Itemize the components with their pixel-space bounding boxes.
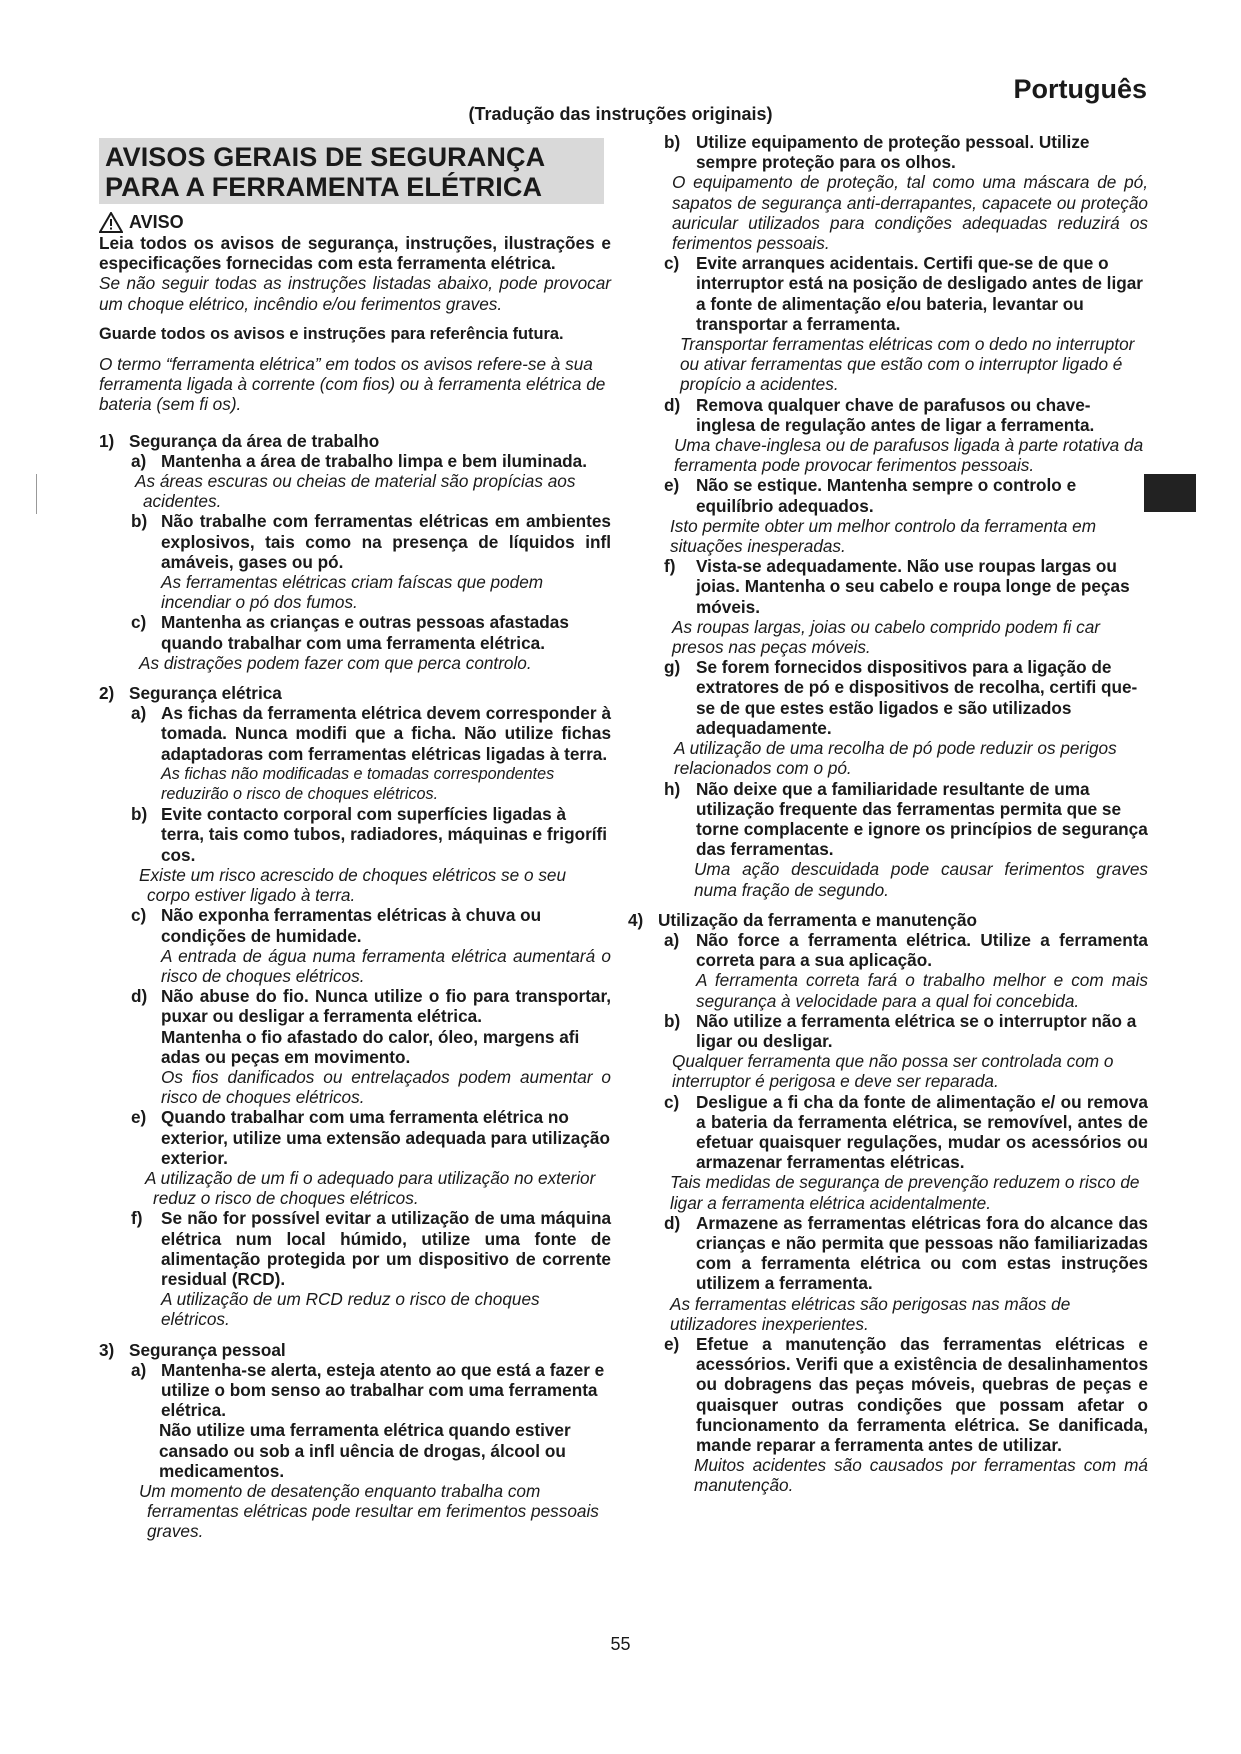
item-note: Transportar ferramentas elétricas com o dedo no interruptor ou ativar ferramentas que estão com o interruptor ligado é propício a acidentes.	[680, 334, 1135, 395]
keep-instructions: Guarde todos os avisos e instruções para referência futura.	[99, 324, 564, 343]
main-title-box	[99, 138, 604, 204]
item-note: As distrações podem fazer com que perca controlo.	[139, 652, 532, 673]
section-3-heading: 3) Segurança pessoal	[99, 1339, 286, 1360]
page-number: 55	[610, 1634, 631, 1654]
list-item: d) Não abuse do fio. Nunca utilize o fio para transportar, puxar ou desligar a ferramenta elétrica.	[131, 986, 611, 1027]
section-2-heading: 2) Segurança elétrica	[99, 683, 282, 704]
list-item: e) Não se estique. Mantenha sempre o controlo e equilíbrio adequados.	[664, 475, 1077, 516]
item-note: A utilização de um fi o adequado para utilização no exterior reduz o risco de choques elétricos.	[145, 1167, 596, 1209]
language-heading: Português	[1013, 74, 1147, 104]
main-title-line-1: AVISOS GERAIS DE SEGURANÇA	[105, 142, 546, 172]
list-item: a) Não force a ferramenta elétrica. Utilize a ferramenta correta para a sua aplicação.	[664, 929, 1148, 971]
translation-subtitle: (Tradução das instruções originais)	[468, 104, 773, 124]
list-item: d) Remova qualquer chave de parafusos ou chave-inglesa de regulação antes de ligar a ferramenta.	[664, 394, 1095, 435]
left-column	[99, 212, 611, 1542]
item-note: A utilização de uma recolha de pó pode reduzir os perigos relacionados com o pó.	[674, 738, 1117, 779]
term-definition: O termo “ferramenta elétrica” em todos os avisos refere-se à sua ferramenta ligada à corrente (com fios) ou à ferramenta elétrica de bateria (sem fi os).	[99, 354, 606, 415]
item-note: Um momento de desatenção enquanto trabalha com ferramentas elétricas pode resultar em ferimentos pessoais graves.	[139, 1480, 599, 1542]
list-item: g) Se forem fornecidos dispositivos para a ligação de extratores de pó e dispositivos de recolha, certifi que-se de que estes estão ligados e são utilizados adequadamente.	[664, 657, 1138, 738]
list-item: b) Evite contacto corporal com superfícies ligadas à terra, tais como tubos, radiadores, máquinas e frigorífi cos.	[131, 804, 608, 865]
item-note: Isto permite obter um melhor controlo da ferramenta em situações inesperadas.	[670, 515, 1097, 557]
list-item: b) Utilize equipamento de proteção pessoal. Utilize sempre proteção para os olhos.	[664, 132, 1090, 173]
list-item: f) Vista-se adequadamente. Não use roupas largas ou joias. Mantenha o seu cabelo e roupa longe de peças móveis.	[664, 556, 1130, 617]
item-note: A utilização de um RCD reduz o risco de choques elétricos.	[161, 1289, 540, 1330]
item-extra: Mantenha o fio afastado do calor, óleo, margens afi adas ou peças em movimento.	[161, 1026, 580, 1067]
right-column	[628, 132, 1148, 1496]
warning-read-all: Leia todos os avisos de segurança, instruções, ilustrações e especificações fornecidas com esta ferramenta elétrica.	[99, 233, 611, 274]
item-note: As roupas largas, joias ou cabelo comprido podem fi car presos nas peças móveis.	[672, 616, 1101, 658]
item-note: Uma ação descuidada pode causar ferimentos graves numa fração de segundo.	[694, 859, 1148, 900]
warning-heading	[99, 212, 611, 233]
list-item: e) Efetue a manutenção das ferramentas elétricas e acessórios. Verifi que a existência de desalinhamentos ou dobragens das peças móveis, quebras de peças e quaisquer outras condições que possam afetar o funcionamento da ferramenta elétrica. Se danificada, mande reparar a ferramenta antes de utilizar.	[664, 1333, 1148, 1455]
left-margin-mark	[36, 474, 37, 514]
language-tab-marker	[1144, 474, 1196, 512]
list-item: d) Armazene as ferramentas elétricas fora do alcance das crianças e não permita que pessoas não familiarizadas com a ferramenta elétrica ou com estas instruções utilizem a ferramenta.	[664, 1212, 1148, 1294]
warning-triangle-icon	[99, 212, 123, 233]
section-4-heading: 4) Utilização da ferramenta e manutenção	[628, 909, 978, 930]
list-item: h) Não deixe que a familiaridade resultante de uma utilização frequente das ferramentas permita que se torne complacente e ignore os princípios de segurança das ferramentas.	[664, 778, 1148, 860]
item-note: O equipamento de proteção, tal como uma máscara de pó, sapatos de segurança anti-derrapantes, capacete ou proteção auricular utilizados para condições adequadas reduzirá os ferimentos pessoais.	[672, 172, 1148, 254]
item-note: As áreas escuras ou cheias de material são propícias aos acidentes.	[135, 471, 576, 512]
list-item: a) Mantenha a área de trabalho limpa e bem iluminada.	[131, 450, 587, 471]
item-note: Existe um risco acrescido de choques elétricos se o seu corpo estiver ligado à terra.	[139, 864, 567, 906]
warning-consequence: Se não seguir todas as instruções listadas abaixo, pode provocar um choque elétrico, incêndio e/ou ferimentos graves.	[99, 273, 611, 314]
list-item: a) Mantenha-se alerta, esteja atento ao que está a fazer e utilize o bom senso ao trabalhar com uma ferramenta elétrica.	[131, 1359, 605, 1421]
warning-label: AVISO	[129, 212, 184, 233]
list-item: b) Não trabalhe com ferramentas elétricas em ambientes explosivos, tais como na presença de líquidos infl amáveis, gases ou pó.	[131, 511, 611, 572]
item-note: As ferramentas elétricas criam faíscas que podem incendiar o pó dos fumos.	[161, 572, 544, 613]
list-item: c) Mantenha as crianças e outras pessoas afastadas quando trabalhar com uma ferramenta elétrica.	[131, 612, 569, 653]
item-note: Uma chave-inglesa ou de parafusos ligada à parte rotativa da ferramenta pode provocar ferimentos pessoais.	[674, 435, 1144, 476]
list-item: f) Se não for possível evitar a utilização de uma máquina elétrica num local húmido, utilize uma fonte de alimentação protegida por um dispositivo de corrente residual (RCD).	[131, 1208, 611, 1289]
item-note: A entrada de água numa ferramenta elétrica aumentará o risco de choques elétricos.	[161, 945, 611, 986]
main-title-line-2: PARA A FERRAMENTA ELÉTRICA	[105, 172, 543, 202]
list-item: a) As fichas da ferramenta elétrica devem corresponder à tomada. Nunca modifi que a ficha. Não utilize fichas adaptadoras com ferramentas elétricas ligadas à terra.	[131, 703, 611, 764]
item-note: Os fios danificados ou entrelaçados podem aumentar o risco de choques elétricos.	[161, 1066, 611, 1108]
list-item: c) Desligue a fi cha da fonte de alimentação e/ ou remova a bateria da ferramenta elétrica, se removível, antes de efetuar quaisquer regulações, mudar os acessórios ou armazenar ferramentas elétricas.	[664, 1091, 1148, 1173]
list-item: c) Não exponha ferramentas elétricas à chuva ou condições de humidade.	[131, 905, 542, 946]
item-note: As fichas não modificadas e tomadas correspondentes reduzirão o risco de choques elétricos.	[161, 764, 555, 804]
list-item: e) Quando trabalhar com uma ferramenta elétrica no exterior, utilize uma extensão adequada para utilização exterior.	[131, 1107, 610, 1168]
item-note: A ferramenta correta fará o trabalho melhor e com mais segurança à velocidade para a qual foi concebida.	[696, 970, 1148, 1011]
item-note: As ferramentas elétricas são perigosas nas mãos de utilizadores inexperientes.	[670, 1293, 1071, 1334]
section-1-heading: 1) Segurança da área de trabalho	[99, 430, 380, 451]
list-item: c) Evite arranques acidentais. Certifi que-se de que o interruptor está na posição de desligado antes de ligar a fonte de alimentação e/ou bateria, levantar ou transportar a ferramenta.	[664, 253, 1143, 334]
item-extra: Não utilize uma ferramenta elétrica quando estiver cansado ou sob a infl uência de drogas, álcool ou medicamentos.	[159, 1420, 571, 1481]
list-item: b) Não utilize a ferramenta elétrica se o interruptor não a ligar ou desligar.	[664, 1010, 1137, 1051]
item-note: Tais medidas de segurança de prevenção reduzem o risco de ligar a ferramenta elétrica acidentalmente.	[670, 1172, 1140, 1213]
item-note: Muitos acidentes são causados por ferramentas com má manutenção.	[694, 1455, 1148, 1496]
item-note: Qualquer ferramenta que não possa ser controlada com o interruptor é perigosa e deve ser reparada.	[672, 1051, 1114, 1092]
